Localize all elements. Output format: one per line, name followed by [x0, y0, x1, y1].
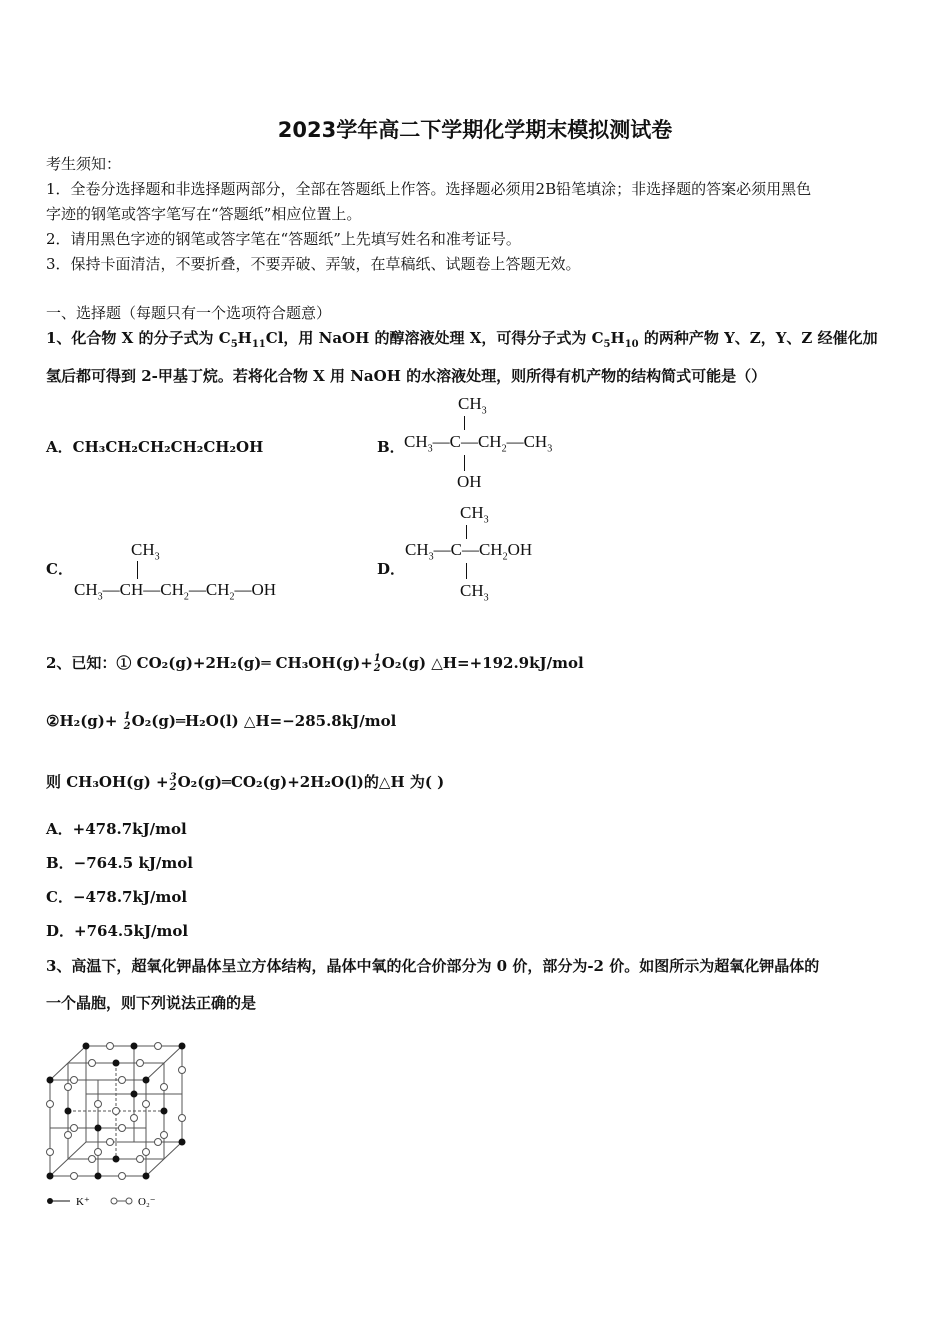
notice-item-1: 1．全卷分选择题和非选择题两部分，全部在答题纸上作答。选择题必须用2B铅笔填涂；非选择题的答案必须用黑色 — [46, 180, 812, 198]
q3-stem-line2: 一个晶胞，则下列说法正确的是 — [46, 994, 257, 1012]
q1-stem-line1: 1、化合物 X 的分子式为 $C_5H_{11}Cl$，用 NaOH 的醇溶液处理 X，可得分子式为 $C_5H_{10}$ 的两种产物 Y、Z，Y、Z 经催化加 — [46, 329, 878, 350]
q2-given-1: 2、已知：① CO₂(g)+2H₂(g)═ CH₃OH(g)+ 1 2 O₂(g) △H=+192.9kJ/mol — [46, 653, 584, 674]
q1-option-d-label: D． — [377, 560, 406, 578]
q2-option-c: C．−478.7kJ/mol — [46, 888, 188, 906]
q3-stem-line1: 3、高温下，超氧化钾晶体呈立方体结构，晶体中氧的化合价部分为 0 价，部分为-2 价。如图所示为超氧化钾晶体的 — [46, 957, 820, 975]
notice-heading: 考生须知： — [46, 155, 122, 173]
notice-item-3: 3．保持卡面清洁，不要折叠，不要弄破、弄皱，在草稿纸、试题卷上答题无效。 — [46, 255, 581, 273]
fraction-half: 1 2 — [373, 653, 381, 674]
q2-option-b: B．−764.5 kJ/mol — [46, 854, 193, 872]
crystal-cell-figure — [40, 1028, 200, 1218]
fraction-three-halves: 3 2 — [169, 772, 177, 793]
q2-given-2: ②H₂(g)+ 1 2 O₂(g)═H₂O(l) △H=−285.8kJ/mol — [46, 711, 397, 732]
figure-legend — [47, 1196, 156, 1208]
q1-option-b-label: B． — [377, 438, 405, 456]
q1-option-a: A．CH₃CH₂CH₂CH₂CH₂OH — [46, 438, 264, 456]
q2-option-d: D．+764.5kJ/mol — [46, 922, 189, 940]
fraction-half: 1 2 — [123, 711, 131, 732]
section-heading: 一、选择题（每题只有一个选项符合题意） — [46, 304, 332, 322]
legend-k-label: K⁺ — [76, 1196, 90, 1208]
notice-item-1-cont: 字迹的钢笔或答字笔写在“答题纸”相应位置上。 — [46, 205, 362, 223]
q2-question: 则 CH₃OH(g) + 3 2 O₂(g)═CO₂(g)+2H₂O(l)的△H 为( ) — [46, 772, 445, 793]
legend-o2-label: O₂⁻ — [138, 1196, 156, 1208]
q1-option-c-label: C． — [46, 560, 73, 578]
q2-option-a: A．+478.7kJ/mol — [46, 820, 187, 838]
notice-item-2: 2．请用黑色字迹的钢笔或答字笔在“答题纸”上先填写姓名和准考证号。 — [46, 230, 521, 248]
page-title: 2023学年高二下学期化学期末模拟测试卷 — [277, 118, 673, 142]
q1-stem-line2: 氢后都可得到 2-甲基丁烷。若将化合物 X 用 NaOH 的水溶液处理，则所得有机产物的结构简式可能是（） — [46, 367, 767, 385]
